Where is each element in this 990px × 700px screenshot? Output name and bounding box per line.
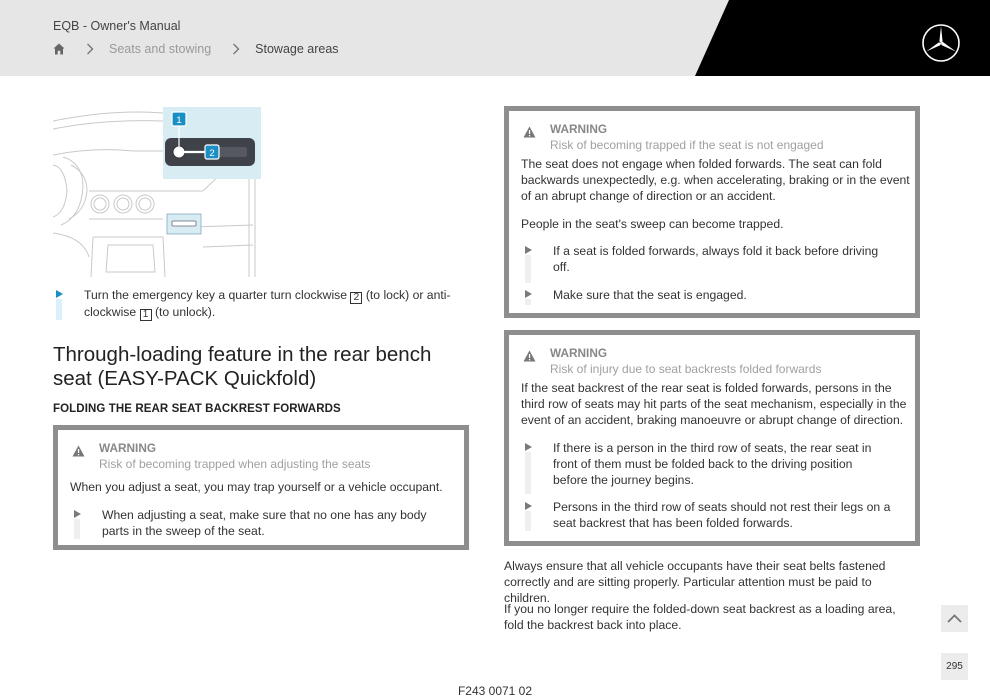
step-arrow-icon: [525, 440, 533, 488]
warning-subtitle: Risk of injury due to seat backrests folded forwards: [550, 362, 822, 376]
warning-triangle-icon: [523, 126, 536, 138]
warning-step: [525, 243, 905, 275]
figure-callout-1: 1: [176, 115, 182, 126]
warning-subtitle: Risk of becoming trapped if the seat is not engaged: [550, 138, 824, 152]
step-arrow-icon: [525, 243, 533, 275]
step-arrow-icon: [74, 507, 82, 539]
step-arrow-icon: [56, 287, 64, 321]
warning-label: WARNING: [99, 441, 157, 455]
warning-step: [525, 499, 905, 531]
warning-step-text: Persons in the third row of seats should not rest their legs on a seat backrest that has been folded forwards.: [553, 500, 891, 530]
key-instruction-text-b: (to lock) or anti-: [365, 288, 451, 302]
home-icon[interactable]: [53, 43, 65, 55]
warning-triangle-icon: [523, 350, 536, 362]
chevron-right-icon: [232, 43, 240, 55]
key-instruction-text-c: clockwise: [84, 305, 137, 319]
warning-step-text: When adjusting a seat, make sure that no one has any body parts in the sweep of the seat.: [102, 508, 427, 538]
figure-callout-2: 2: [209, 148, 215, 159]
warning-box-adjusting-seats: [53, 425, 469, 550]
step-arrow-icon: [525, 287, 533, 303]
key-instruction-text-a: Turn the emergency key a quarter turn clockwise: [84, 288, 348, 302]
seatbelt-paragraph: Always ensure that all vehicle occupants have their seat belts fastened correctly and are sitting properly. Particular attention must be paid to children.: [504, 559, 886, 605]
page-number-badge[interactable]: 295: [941, 653, 968, 680]
header-black-panel: [0, 0, 990, 76]
fold-back-paragraph: If you no longer require the folded-down seat backrest as a loading area, fold the backrest back into place.: [504, 602, 896, 632]
breadcrumb-link-seats[interactable]: Seats and stowing: [109, 42, 212, 56]
chevron-right-icon: [86, 43, 94, 55]
warning-step-text: Make sure that the seat is engaged.: [553, 288, 747, 302]
key-instruction-step: [56, 287, 456, 321]
key-symbol-2: 2: [350, 292, 362, 304]
figure-code: F243 0071 02: [457, 684, 533, 698]
warning-box-backrests-folded: [504, 330, 920, 546]
key-symbol-1: 1: [140, 309, 152, 321]
page-header: [0, 0, 990, 76]
warning-text: The seat does not engage when folded forwards. The seat can fold backwards unexpectedly, e.g. when accelerating, braking or in the event of an abrupt change of direction or an accident.: [521, 157, 910, 203]
warning-label: WARNING: [550, 346, 608, 360]
mercedes-star-logo[interactable]: [921, 23, 961, 63]
warning-step: [74, 507, 454, 539]
section-title: Through-loading feature in the rear bench seat (EASY-PACK Quickfold): [53, 343, 432, 390]
warning-step: [525, 287, 905, 303]
chevron-up-icon: [941, 605, 968, 632]
breadcrumb: [53, 41, 339, 57]
scroll-to-top-button[interactable]: [941, 605, 968, 632]
warning-text-2: People in the seat's sweep can become trapped.: [521, 217, 784, 231]
section-subheading: FOLDING THE REAR SEAT BACKREST FORWARDS: [53, 403, 341, 415]
warning-step: [525, 440, 905, 488]
warning-text: If the seat backrest of the rear seat is folded forwards, persons in the third row of seats may hit parts of the seat mechanism, especially in the event of an accident, braking manoeuvre or abrupt change of direction.: [521, 381, 907, 427]
warning-step-text: If there is a person in the third row of seats, the rear seat in front of them must be folded back to the driving position before the journey begins.: [553, 441, 872, 487]
breadcrumb-current: Stowage areas: [255, 42, 339, 56]
warning-subtitle: Risk of becoming trapped when adjusting the seats: [99, 457, 371, 471]
warning-box-seat-not-engaged: [504, 106, 920, 318]
warning-text: When you adjust a seat, you may trap yourself or a vehicle occupant.: [70, 480, 443, 494]
key-instruction-text-d: (to unlock).: [154, 305, 216, 319]
warning-label: WARNING: [550, 122, 608, 136]
emergency-key-figure: [53, 107, 261, 277]
warning-step-text: If a seat is folded forwards, always fold it back before driving off.: [553, 244, 879, 274]
step-arrow-icon: [525, 499, 533, 531]
manual-title: EQB - Owner's Manual: [53, 19, 181, 33]
warning-triangle-icon: [72, 445, 85, 457]
